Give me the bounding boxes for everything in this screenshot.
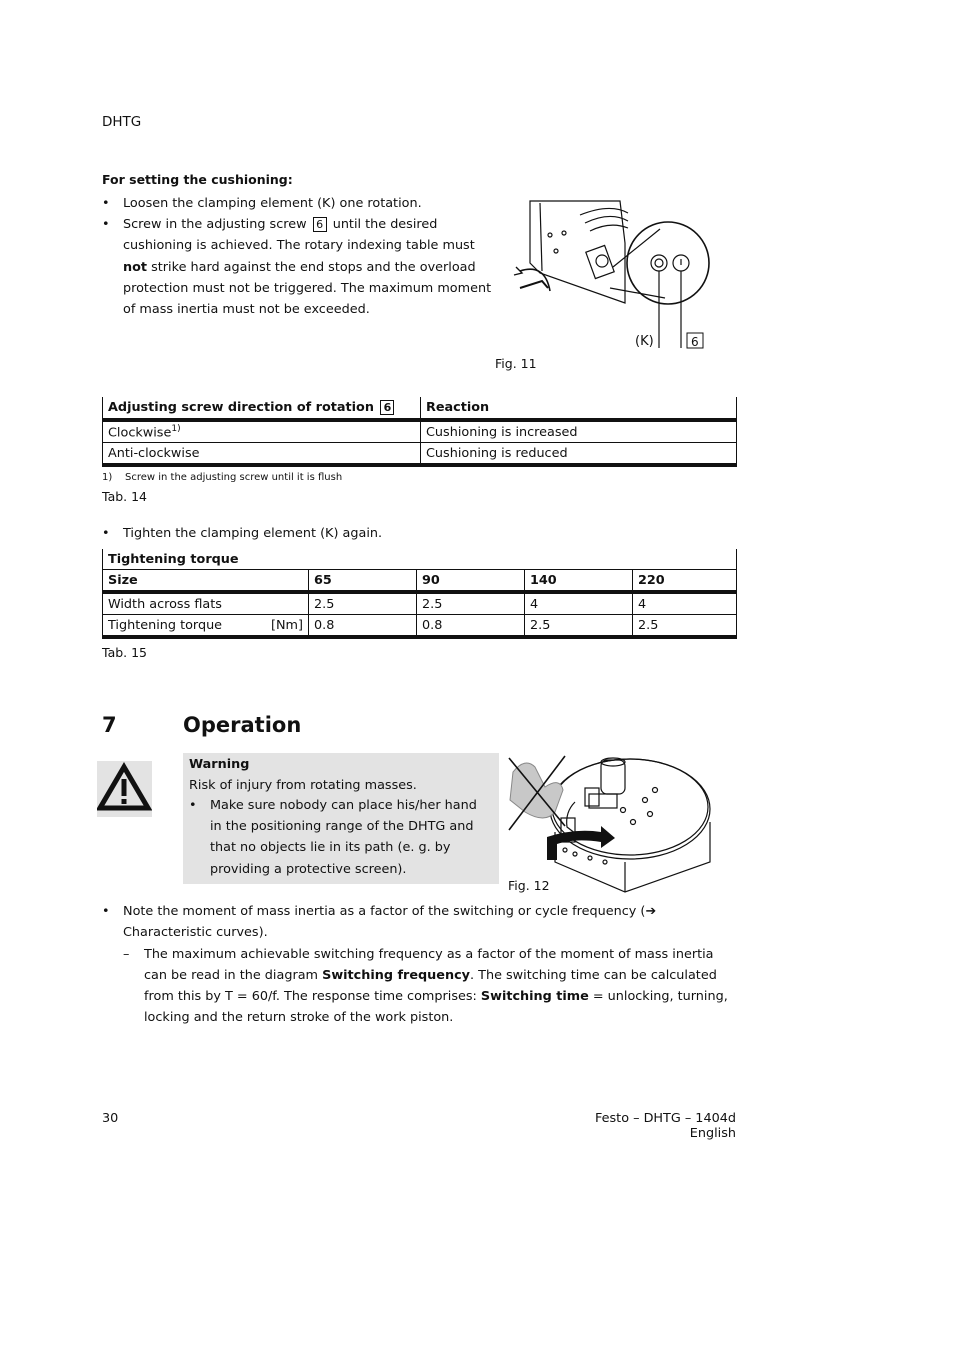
- table-header-cell: 220: [633, 570, 737, 593]
- note-item: • Note the moment of mass inertia as a factor of the switching or cycle frequency (➔ Characteristic curves).: [102, 901, 738, 943]
- tighten-step: [102, 523, 702, 544]
- table-header-cell: Size: [103, 570, 309, 593]
- warning-box: [183, 753, 499, 884]
- table-cell: Clockwise$^{1)}$: [103, 420, 421, 443]
- step-adjust: • Screw in the adjusting screw 6 until the desired cushioning is achieved. The rotary indexing table must not strike hard against the end stops and the overload protection must not be triggered. The maximum moment of mass inertia must not be exceeded.: [102, 214, 497, 320]
- cushioning-steps: [102, 193, 497, 320]
- dash-marker: –: [123, 947, 130, 962]
- unit-label: [Nm]: [270, 617, 303, 633]
- arrow-icon: ➔: [645, 904, 657, 919]
- warning-title: Warning: [189, 757, 250, 772]
- table-header-cell: 90: [417, 570, 525, 593]
- fig11-drawing: [500, 193, 720, 353]
- table-header-cell: Reaction: [421, 397, 737, 420]
- table-footnote: 1) Screw in the adjusting screw until it is flush: [102, 472, 343, 483]
- fig11-caption: Fig. 11: [495, 356, 537, 371]
- warning-list: [189, 795, 489, 880]
- table-row: [103, 420, 737, 443]
- table-header-row: [103, 397, 737, 420]
- table-cell: 2.5: [417, 592, 525, 615]
- table-row: [103, 592, 737, 615]
- table-cell: 2.5: [525, 615, 633, 638]
- table-cell: 2.5: [633, 615, 737, 638]
- table-cell: Cushioning is increased: [421, 420, 737, 443]
- subheading: For setting the cushioning:: [102, 172, 293, 187]
- table-cell: 4: [633, 592, 737, 615]
- section-title: Operation: [183, 713, 302, 737]
- fig11-label-6: 6: [691, 335, 699, 349]
- page-number: 30: [102, 1111, 119, 1126]
- fig12-drawing: [505, 752, 715, 897]
- warning-bullet: • Make sure nobody can place his/her hand in the positioning range of the DHTG and that no objects lie in its path (e. g. by providing a protective screen).: [189, 795, 489, 880]
- mass-inertia-note: [102, 901, 738, 943]
- table-header-cell: 65: [309, 570, 417, 593]
- ref-number-6: 6: [380, 400, 394, 415]
- step-loosen: • Loosen the clamping element (K) one rotation.: [102, 193, 497, 214]
- tab14-caption: Tab. 14: [102, 489, 148, 504]
- section-number: 7: [102, 713, 117, 737]
- table-title-row: [103, 549, 737, 570]
- table-row: [103, 615, 737, 638]
- table-title: Tightening torque: [103, 549, 737, 570]
- note-subitem: – The maximum achievable switching frequency as a factor of the moment of mass inertia can be read in the diagram Switching frequency. The switching time can be calculated from this by T = 60/f. The response time comprises: Switching time = unlocking, turning, locking and the return stroke of the work piston.: [123, 944, 738, 1028]
- document-id: Festo – DHTG – 1404d English: [594, 1111, 736, 1141]
- running-header: DHTG: [102, 114, 142, 130]
- table-15: [102, 549, 737, 639]
- table-cell: Anti-clockwise: [103, 443, 421, 466]
- table-header-cell: 140: [525, 570, 633, 593]
- table-cell: Cushioning is reduced: [421, 443, 737, 466]
- footnote-marker: 1): [171, 423, 181, 434]
- fig11-label-k: (K): [635, 334, 654, 349]
- table-cell: Tightening torque [Nm]: [103, 615, 309, 638]
- table-cell: 0.8: [309, 615, 417, 638]
- fig12-caption: Fig. 12: [508, 878, 550, 893]
- table-cell: 4: [525, 592, 633, 615]
- warning-icon: [97, 761, 152, 817]
- table-cell: Width across flats: [103, 592, 309, 615]
- ref-number-6: 6: [313, 217, 327, 232]
- table-cell: 0.8: [417, 615, 525, 638]
- table-cell: 2.5: [309, 592, 417, 615]
- table-header-row: [103, 570, 737, 593]
- tab15-caption: Tab. 15: [102, 645, 148, 660]
- table-row: [103, 443, 737, 466]
- table-14: [102, 397, 737, 467]
- table-header-cell: Adjusting screw direction of rotation 6: [103, 397, 421, 420]
- step-tighten: • Tighten the clamping element (K) again.: [102, 523, 702, 544]
- warning-risk: Risk of injury from rotating masses.: [189, 778, 417, 793]
